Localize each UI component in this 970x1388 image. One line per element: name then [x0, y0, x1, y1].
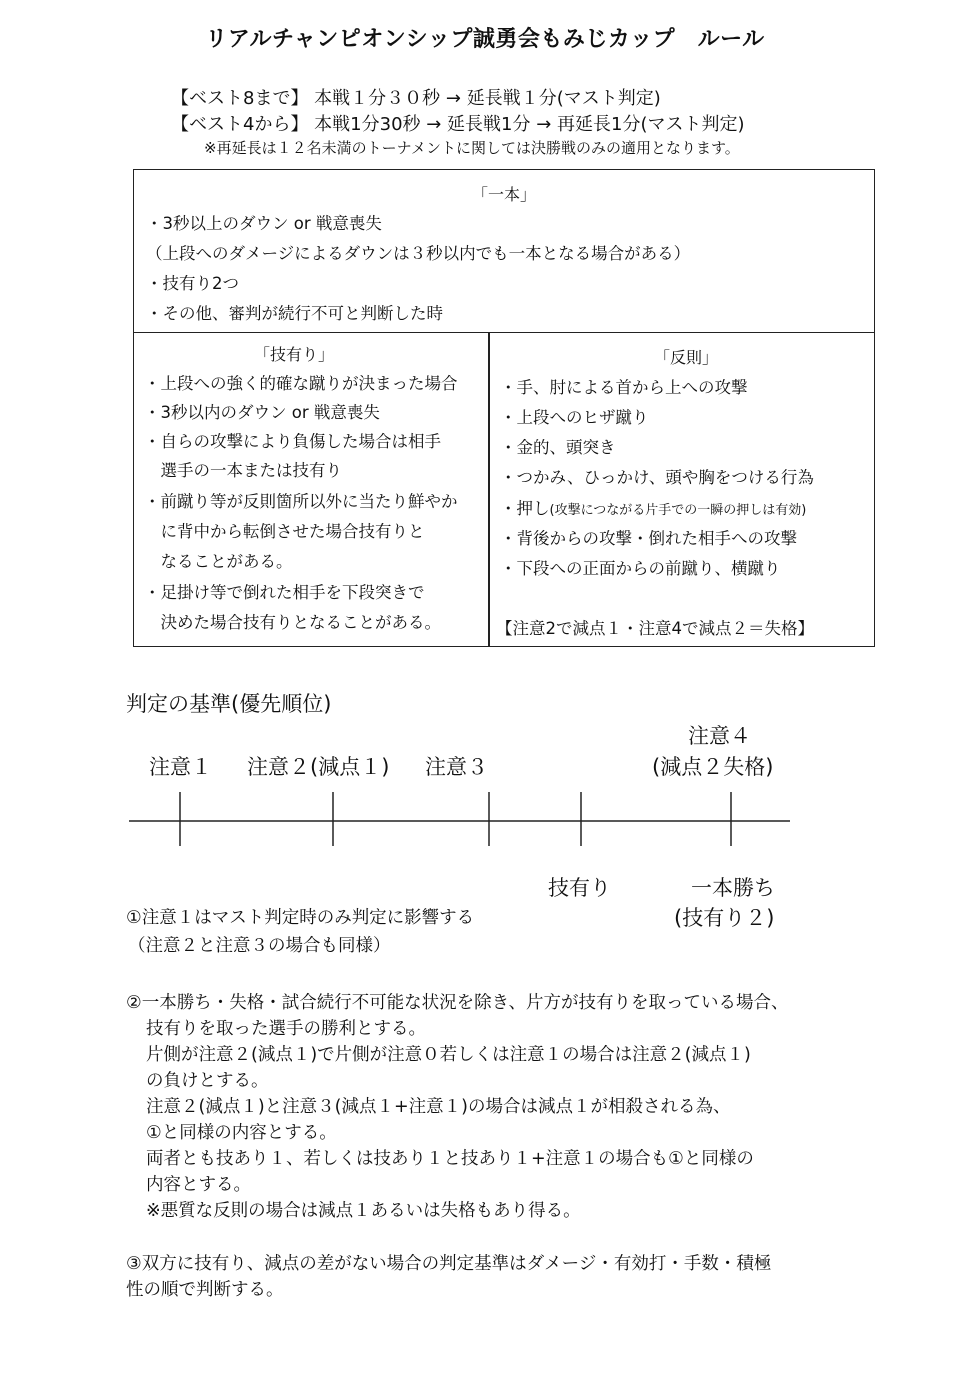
waza-ari-item: 選手の一本または技有り — [144, 461, 342, 480]
document-title: リアルチャンピオンシップ誠勇会もみじカップ ルール — [205, 27, 765, 52]
time-rule-note: ※再延長は１２名未満のトーナメントに関しては決勝戦のみの適用となります。 — [204, 139, 740, 157]
hansoku-item-push — [500, 495, 806, 519]
hansoku-penalty: 【注意2で減点１・注意4で減点２＝失格】 — [496, 619, 814, 638]
explanation-3: ③双方に技有り、減点の差がない場合の判定基準はダメージ・有効打・手数・積極 — [126, 1254, 772, 1274]
ippon-cell — [134, 170, 874, 333]
waza-ari-item: ・上段への強く的確な蹴りが決まった場合 — [144, 374, 458, 393]
explanation-1: （注意２と注意３の場合も同様） — [128, 936, 391, 956]
ippon-item: ・技有り2つ — [146, 274, 239, 293]
explanation-2: 技有りを取った選手の勝利とする。 — [146, 1019, 426, 1039]
explanation-3: 性の順で判断する。 — [126, 1280, 284, 1300]
column-divider — [488, 333, 490, 646]
explanation-2: の負けとする。 — [146, 1071, 269, 1091]
explanation-2: 両者とも技あり１、若しくは技あり１と技あり１+注意１の場合も①と同様の — [146, 1149, 754, 1169]
label-chui4-detail: (減点２失格) — [652, 755, 774, 779]
ippon-item: ・その他、審判が続行不可と判断した時 — [146, 304, 443, 323]
label-ippon-win: 一本勝ち — [691, 876, 775, 900]
judging-heading: 判定の基準(優先順位) — [126, 692, 332, 716]
waza-ari-item: ・自らの攻撃により負傷した場合は相手 — [144, 432, 441, 451]
time-rule-best4: 【ベスト4から】 本戦1分30秒 → 延長戦1分 → 再延長1分(マスト判定) — [171, 114, 745, 135]
waza-ari-item: なることがある。 — [144, 552, 293, 571]
label-chui4: 注意４ — [688, 724, 751, 748]
ippon-item: ・3秒以上のダウン or 戦意喪失 — [146, 214, 382, 233]
push-label: ・押し — [500, 499, 550, 518]
ippon-heading: 「一本」 — [471, 185, 536, 204]
waza-ari-item: に背中から転倒させた場合技有りと — [144, 522, 425, 541]
hansoku-item: ・下段への正面からの前蹴り、横蹴り — [500, 559, 781, 578]
hansoku-heading: 「反則」 — [654, 348, 719, 367]
waza-ari-item: ・足掛け等で倒れた相手を下段突きで — [144, 583, 425, 602]
waza-ari-heading: 「技有り」 — [254, 345, 335, 364]
label-chui2: 注意２(減点１) — [247, 755, 390, 779]
explanation-2: 片側が注意２(減点１)で片側が注意０若しくは注意１の場合は注意２(減点１) — [146, 1045, 751, 1065]
waza-ari-item: 決めた場合技有りとなることがある。 — [144, 613, 441, 632]
explanation-2: ①と同様の内容とする。 — [146, 1123, 337, 1143]
explanation-2: 注意２(減点１)と注意３(減点１+注意１)の場合は減点１が相殺される為、 — [146, 1097, 731, 1117]
label-waza-ari: 技有り — [548, 876, 611, 900]
label-chui1: 注意１ — [149, 755, 212, 779]
label-ippon-detail: (技有り２) — [674, 906, 775, 930]
hansoku-item: ・上段へのヒザ蹴り — [500, 408, 649, 427]
hansoku-item: ・手、肘による首から上への攻撃 — [500, 378, 748, 397]
push-note: (攻撃につながる片手での一瞬の押しは有効) — [549, 503, 807, 518]
hansoku-item: ・金的、頭突き — [500, 438, 616, 457]
ippon-item: （上段へのダメージによるダウンは３秒以内でも一本となる場合がある） — [146, 244, 691, 263]
explanation-2: ②一本勝ち・失格・試合続行不可能な状況を除き、片方が技有りを取っている場合、 — [126, 993, 789, 1013]
explanation-2: ※悪質な反則の場合は減点１あるいは失格もあり得る。 — [146, 1201, 581, 1221]
waza-ari-item: ・3秒以内のダウン or 戦意喪失 — [144, 403, 380, 422]
priority-scale — [0, 780, 970, 860]
waza-ari-item: ・前蹴り等が反則箇所以外に当たり鮮やか — [144, 492, 458, 511]
explanation-2: 内容とする。 — [146, 1175, 251, 1195]
time-rule-best8: 【ベスト8まで】 本戦１分３０秒 → 延長戦１分(マスト判定) — [171, 88, 661, 109]
hansoku-item: ・つかみ、ひっかけ、頭や胸をつける行為 — [500, 468, 814, 487]
rule-table — [133, 169, 875, 647]
label-chui3: 注意３ — [425, 755, 488, 779]
hansoku-item: ・背後からの攻撃・倒れた相手への攻撃 — [500, 529, 797, 548]
explanation-1: ①注意１はマスト判定時のみ判定に影響する — [126, 908, 475, 928]
